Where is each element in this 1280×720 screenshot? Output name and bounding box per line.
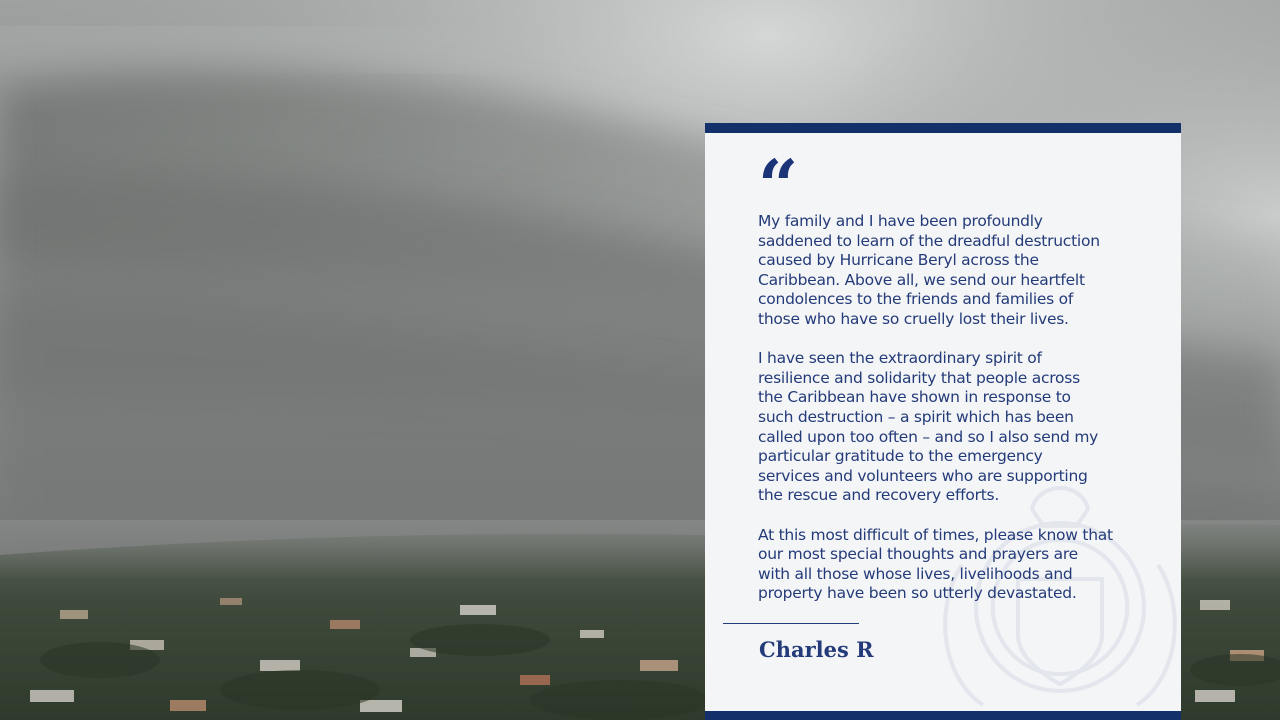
opening-quote-mark: “: [758, 144, 799, 227]
card-bottom-bar: [705, 711, 1181, 720]
statement-paragraph-3: At this most difficult of times, please know that our most special thoughts and prayers are with all those whose lives, livelihoods and property have been so utterly devastated.: [758, 525, 1113, 603]
statement-paragraph-2: I have seen the extraordinary spirit of resilience and solidarity that people across the Caribbean have shown in response to such destruction – a spirit which has been called upon too often – and so I also send my particular gratitude to the emergency services and volunteers who are supporting the rescue and recovery efforts.: [758, 349, 1099, 505]
signature: Charles R: [759, 637, 874, 662]
statement-message: [758, 212, 1138, 623]
statement-paragraph-1: My family and I have been profoundly saddened to learn of the dreadful destruction caused by Hurricane Beryl across the Caribbean. Above all, we send our heartfelt condolences to the friends and families of those who have so cruelly lost their lives.: [758, 212, 1100, 328]
royal-statement-card: [705, 123, 1181, 720]
signature-divider: [723, 623, 859, 624]
card-top-bar: [705, 123, 1181, 133]
